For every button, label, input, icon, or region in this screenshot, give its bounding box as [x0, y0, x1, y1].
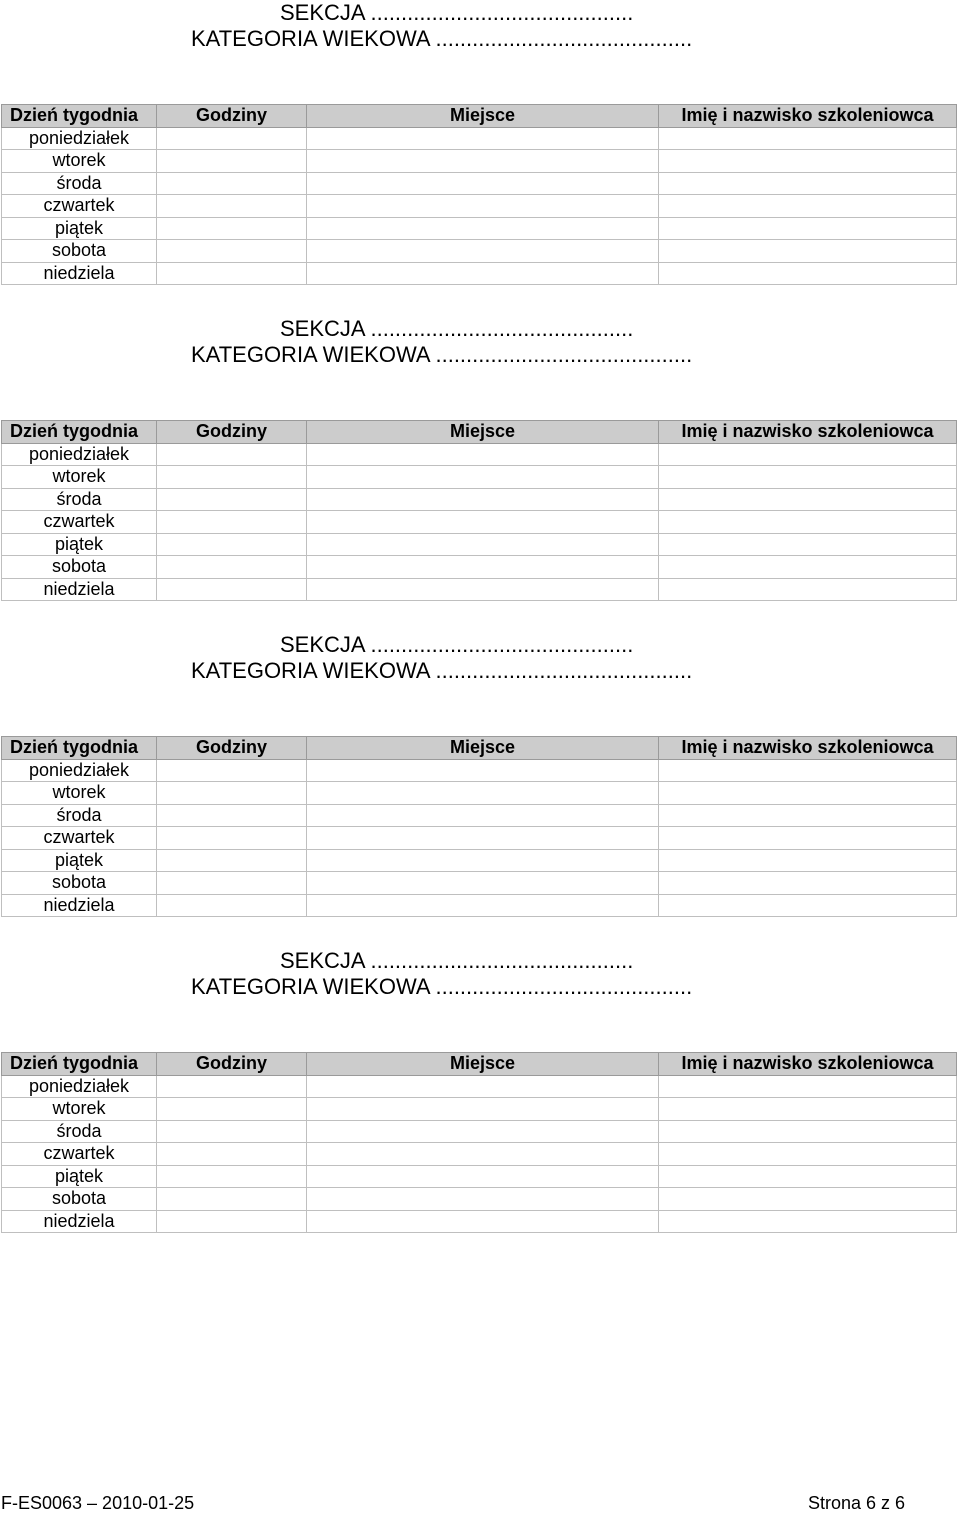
hours-cell[interactable] [157, 1098, 307, 1121]
place-cell[interactable] [307, 556, 659, 579]
table-header-row [2, 737, 957, 760]
place-cell[interactable] [307, 1075, 659, 1098]
coach-cell[interactable] [659, 1143, 957, 1166]
place-cell[interactable] [307, 1188, 659, 1211]
hours-cell[interactable] [157, 1165, 307, 1188]
hours-cell[interactable] [157, 511, 307, 534]
day-cell: czwartek [2, 1143, 157, 1166]
table-row [2, 556, 957, 579]
hours-cell[interactable] [157, 195, 307, 218]
day-cell: niedziela [2, 894, 157, 917]
header-coach: Imię i nazwisko szkoleniowca [659, 1053, 957, 1076]
table-row [2, 240, 957, 263]
day-cell: sobota [2, 556, 157, 579]
coach-cell[interactable] [659, 195, 957, 218]
age-category-title: KATEGORIA WIEKOWA .......................................... [191, 658, 693, 683]
place-cell[interactable] [307, 150, 659, 173]
schedule-table [1, 104, 957, 285]
hours-cell[interactable] [157, 556, 307, 579]
table-row [2, 1210, 957, 1233]
section-title: SEKCJA ........................................... [280, 0, 634, 25]
coach-cell[interactable] [659, 262, 957, 285]
header-hours: Godziny [157, 421, 307, 444]
section-title: SEKCJA ........................................... [280, 632, 634, 657]
day-cell: czwartek [2, 827, 157, 850]
day-cell: wtorek [2, 150, 157, 173]
header-coach: Imię i nazwisko szkoleniowca [659, 421, 957, 444]
table-row [2, 172, 957, 195]
table-row [2, 488, 957, 511]
table-header-row [2, 1053, 957, 1076]
table-row [2, 849, 957, 872]
hours-cell[interactable] [157, 1210, 307, 1233]
coach-cell[interactable] [659, 466, 957, 489]
place-cell[interactable] [307, 1143, 659, 1166]
coach-cell[interactable] [659, 1188, 957, 1211]
place-cell[interactable] [307, 533, 659, 556]
place-cell[interactable] [307, 1120, 659, 1143]
coach-cell[interactable] [659, 556, 957, 579]
day-cell: piątek [2, 849, 157, 872]
schedule-table [1, 736, 957, 917]
place-cell[interactable] [307, 172, 659, 195]
hours-cell[interactable] [157, 759, 307, 782]
age-category-title: KATEGORIA WIEKOWA .......................................... [191, 974, 693, 999]
table-header-row [2, 421, 957, 444]
place-cell[interactable] [307, 195, 659, 218]
place-cell[interactable] [307, 827, 659, 850]
place-cell[interactable] [307, 127, 659, 150]
place-cell[interactable] [307, 1210, 659, 1233]
coach-cell[interactable] [659, 172, 957, 195]
table-row [2, 1098, 957, 1121]
coach-cell[interactable] [659, 894, 957, 917]
table-row [2, 533, 957, 556]
place-cell[interactable] [307, 872, 659, 895]
hours-cell[interactable] [157, 1188, 307, 1211]
coach-cell[interactable] [659, 217, 957, 240]
header-place: Miejsce [307, 1053, 659, 1076]
table-row [2, 1143, 957, 1166]
table-row [2, 511, 957, 534]
table-row [2, 150, 957, 173]
place-cell[interactable] [307, 466, 659, 489]
table-row [2, 262, 957, 285]
header-coach: Imię i nazwisko szkoleniowca [659, 105, 957, 128]
hours-cell[interactable] [157, 894, 307, 917]
table-row [2, 759, 957, 782]
table-row [2, 195, 957, 218]
table-row [2, 1120, 957, 1143]
place-cell[interactable] [307, 1165, 659, 1188]
header-hours: Godziny [157, 1053, 307, 1076]
day-cell: wtorek [2, 466, 157, 489]
header-hours: Godziny [157, 737, 307, 760]
day-cell: sobota [2, 1188, 157, 1211]
table-row [2, 1075, 957, 1098]
table-row [2, 127, 957, 150]
header-day: Dzień tygodnia [2, 421, 157, 444]
day-cell: czwartek [2, 511, 157, 534]
hours-cell[interactable] [157, 1075, 307, 1098]
day-cell: wtorek [2, 1098, 157, 1121]
hours-cell[interactable] [157, 872, 307, 895]
day-cell: środa [2, 172, 157, 195]
day-cell: poniedziałek [2, 127, 157, 150]
day-cell: czwartek [2, 195, 157, 218]
day-cell: niedziela [2, 1210, 157, 1233]
coach-cell[interactable] [659, 578, 957, 601]
coach-cell[interactable] [659, 150, 957, 173]
table-row [2, 827, 957, 850]
coach-cell[interactable] [659, 511, 957, 534]
day-cell: sobota [2, 872, 157, 895]
coach-cell[interactable] [659, 827, 957, 850]
hours-cell[interactable] [157, 172, 307, 195]
header-day: Dzień tygodnia [2, 737, 157, 760]
hours-cell[interactable] [157, 443, 307, 466]
section-title: SEKCJA ........................................... [280, 948, 634, 973]
day-cell: środa [2, 804, 157, 827]
coach-cell[interactable] [659, 127, 957, 150]
hours-cell[interactable] [157, 217, 307, 240]
coach-cell[interactable] [659, 443, 957, 466]
coach-cell[interactable] [659, 1098, 957, 1121]
day-cell: piątek [2, 533, 157, 556]
footer-document-code: F-ES0063 – 2010-01-25 [1, 1493, 195, 1513]
day-cell: sobota [2, 240, 157, 263]
header-hours: Godziny [157, 105, 307, 128]
header-place: Miejsce [307, 421, 659, 444]
hours-cell[interactable] [157, 466, 307, 489]
header-day: Dzień tygodnia [2, 105, 157, 128]
hours-cell[interactable] [157, 262, 307, 285]
day-cell: piątek [2, 1165, 157, 1188]
place-cell[interactable] [307, 217, 659, 240]
schedule-table [1, 420, 957, 601]
day-cell: niedziela [2, 262, 157, 285]
coach-cell[interactable] [659, 872, 957, 895]
place-cell[interactable] [307, 1098, 659, 1121]
place-cell[interactable] [307, 894, 659, 917]
table-row [2, 894, 957, 917]
coach-cell[interactable] [659, 1075, 957, 1098]
coach-cell[interactable] [659, 1210, 957, 1233]
place-cell[interactable] [307, 782, 659, 805]
header-day: Dzień tygodnia [2, 1053, 157, 1076]
hours-cell[interactable] [157, 1143, 307, 1166]
hours-cell[interactable] [157, 240, 307, 263]
place-cell[interactable] [307, 849, 659, 872]
section-title: SEKCJA ........................................... [280, 316, 634, 341]
day-cell: środa [2, 488, 157, 511]
hours-cell[interactable] [157, 533, 307, 556]
coach-cell[interactable] [659, 1120, 957, 1143]
place-cell[interactable] [307, 488, 659, 511]
day-cell: poniedziałek [2, 443, 157, 466]
schedule-table [1, 1052, 957, 1233]
table-row [2, 1165, 957, 1188]
table-row [2, 1188, 957, 1211]
hours-cell[interactable] [157, 127, 307, 150]
coach-cell[interactable] [659, 533, 957, 556]
table-row [2, 217, 957, 240]
hours-cell[interactable] [157, 488, 307, 511]
hours-cell[interactable] [157, 849, 307, 872]
hours-cell[interactable] [157, 578, 307, 601]
footer-page-number: Strona 6 z 6 [808, 1493, 906, 1513]
hours-cell[interactable] [157, 1120, 307, 1143]
coach-cell[interactable] [659, 759, 957, 782]
hours-cell[interactable] [157, 150, 307, 173]
coach-cell[interactable] [659, 804, 957, 827]
day-cell: piątek [2, 217, 157, 240]
header-coach: Imię i nazwisko szkoleniowca [659, 737, 957, 760]
day-cell: poniedziałek [2, 1075, 157, 1098]
hours-cell[interactable] [157, 804, 307, 827]
coach-cell[interactable] [659, 849, 957, 872]
day-cell: wtorek [2, 782, 157, 805]
place-cell[interactable] [307, 578, 659, 601]
table-header-row [2, 105, 957, 128]
day-cell: środa [2, 1120, 157, 1143]
day-cell: niedziela [2, 578, 157, 601]
coach-cell[interactable] [659, 1165, 957, 1188]
hours-cell[interactable] [157, 782, 307, 805]
place-cell[interactable] [307, 240, 659, 263]
hours-cell[interactable] [157, 827, 307, 850]
place-cell[interactable] [307, 804, 659, 827]
header-place: Miejsce [307, 737, 659, 760]
place-cell[interactable] [307, 443, 659, 466]
header-place: Miejsce [307, 105, 659, 128]
place-cell[interactable] [307, 759, 659, 782]
table-row [2, 443, 957, 466]
table-row [2, 872, 957, 895]
coach-cell[interactable] [659, 488, 957, 511]
day-cell: poniedziałek [2, 759, 157, 782]
place-cell[interactable] [307, 511, 659, 534]
table-row [2, 782, 957, 805]
coach-cell[interactable] [659, 240, 957, 263]
table-row [2, 578, 957, 601]
table-row [2, 466, 957, 489]
table-row [2, 804, 957, 827]
place-cell[interactable] [307, 262, 659, 285]
age-category-title: KATEGORIA WIEKOWA .......................................... [191, 342, 693, 367]
age-category-title: KATEGORIA WIEKOWA .......................................... [191, 26, 693, 51]
coach-cell[interactable] [659, 782, 957, 805]
